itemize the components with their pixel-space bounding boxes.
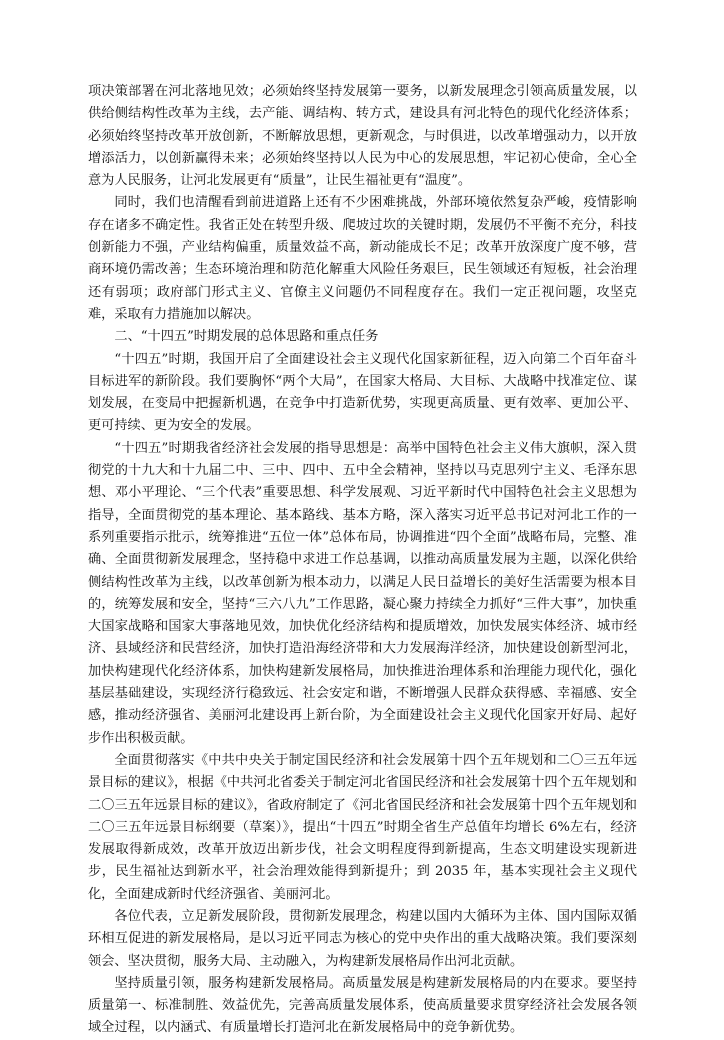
paragraph-1: 项决策部署在河北落地见效；必须始终坚持发展第一要务，以新发展理念引领高质量发展，以供给侧结构性改革为主线，去产能、调结构、转方式，建设具有河北特色的现代化经济体系；必须始终坚持改革开放创新，不断解放思想，更新观念，与时俱进，以改革增强动力，以开放增添活力，以创新赢得未来；必须始终坚持以人民为中心的发展思想，牢记初心使命，全心全意为人民服务，让河北发展更有“质量”，让民生福祉更有“温度”。 xyxy=(88,84,637,189)
paragraph-4: “十四五”时期我省经济社会发展的指导思想是：高举中国特色社会主义伟大旗帜，深入贯彻党的十九大和十九届二中、三中、四中、五中全会精神，坚持以马克思列宁主义、毛泽东思想、邓小平理论、“三个代表”重要思想、科学发展观、习近平新时代中国特色社会主义思想为指导，全面贯彻党的基本理论、基本路线、基本方略，深入落实习近平总书记对河北工作的一系列重要指示批示，统筹推进“五位一体”总体布局，协调推进“四个全面”战略布局，完整、准确、全面贯彻新发展理念，坚持稳中求进工作总基调，以推动高质量发展为主题，以深化供给侧结构性改革为主线，以改革创新为根本动力，以满足人民日益增长的美好生活需要为根本目的，统筹发展和安全，坚持“三六八九”工作思路，凝心聚力持续全力抓好“三件大事”，加快重大国家战略和国家大事落地见效，加快优化经济结构和提质增效，加快发展实体经济、城市经济、县域经济和民营经济，加快打造沿海经济带和大力发展海洋经济，加快建设创新型河北，加快构建现代化经济体系，加快构建新发展格局，加快推进治理体系和治理能力现代化，强化基层基础建设，实现经济行稳致远、社会安定和谐，不断增强人民群众获得感、幸福感、安全感，推动经济强省、美丽河北建设再上新台阶，为全面建设社会主义现代化国家开好局、起好步作出积极贡献。 xyxy=(88,440,637,746)
paragraph-3: “十四五”时期，我国开启了全面建设社会主义现代化国家新征程，迈入向第二个百年奋斗目标进军的新阶段。我们要胸怀“两个大局”，在国家大格局、大目标、大战略中找准定位、谋划发展，在变局中把握新机遇，在竞争中打造新优势，实现更高质量、更有效率、更加公平、更可持续、更为安全的发展。 xyxy=(88,351,637,434)
paragraph-5: 全面贯彻落实《中共中央关于制定国民经济和社会发展第十四个五年规划和二〇三五年远景目标的建议》，根据《中共河北省委关于制定河北省国民经济和社会发展第十四个五年规划和二〇三五年远景目标的建议》，省政府制定了《河北省国民经济和社会发展第十四个五年规划和二〇三五年远景目标纲要（草案）》，提出“十四五”时期全省生产总值年均增长 6%左右，经济发展取得新成效，改革开放迈出新步伐，社会文明程度得到新提高，生态文明建设实现新进步，民生福祉达到新水平，社会治理效能得到新提升；到 2035 年，基本实现社会主义现代化，全面建成新时代经济强省、美丽河北。 xyxy=(88,752,637,902)
paragraph-7: 坚持质量引领，服务构建新发展格局。高质量发展是构建新发展格局的内在要求。要坚持质量第一、标准制胜、效益优先，完善高质量发展体系，使高质量要求贯穿经济社会发展各领域全过程，以内涵式、有质量增长打造河北在新发展格局中的竞争新优势。 xyxy=(88,975,637,1036)
paragraph-2: 同时，我们也清醒看到前进道路上还有不少困难挑战，外部环境依然复杂严峻，疫情影响存在诸多不确定性。我省正处在转型升级、爬坡过坎的关键时期，发展仍不平衡不充分，科技创新能力不强，产业结构偏重，质量效益不高，新动能成长不足；改革开放深度广度不够，营商环境仍需改善；生态环境治理和防范化解重大风险任务艰巨，民生领域还有短板，社会治理还有弱项；政府部门形式主义、官僚主义问题仍不同程度存在。我们一定正视问题，攻坚克难，采取有力措施加以解决。 xyxy=(88,195,637,322)
paragraph-6: 各位代表，立足新发展阶段，贯彻新发展理念，构建以国内大循环为主体、国内国际双循环相互促进的新发展格局，是以习近平同志为核心的党中央作出的重大战略决策。我们要深刻领会、坚决贯彻，服务大局、主动融入，为构建新发展格局作出河北贡献。 xyxy=(88,908,637,969)
section-heading: 二、“十四五”时期发展的总体思路和重点任务 xyxy=(114,329,379,345)
